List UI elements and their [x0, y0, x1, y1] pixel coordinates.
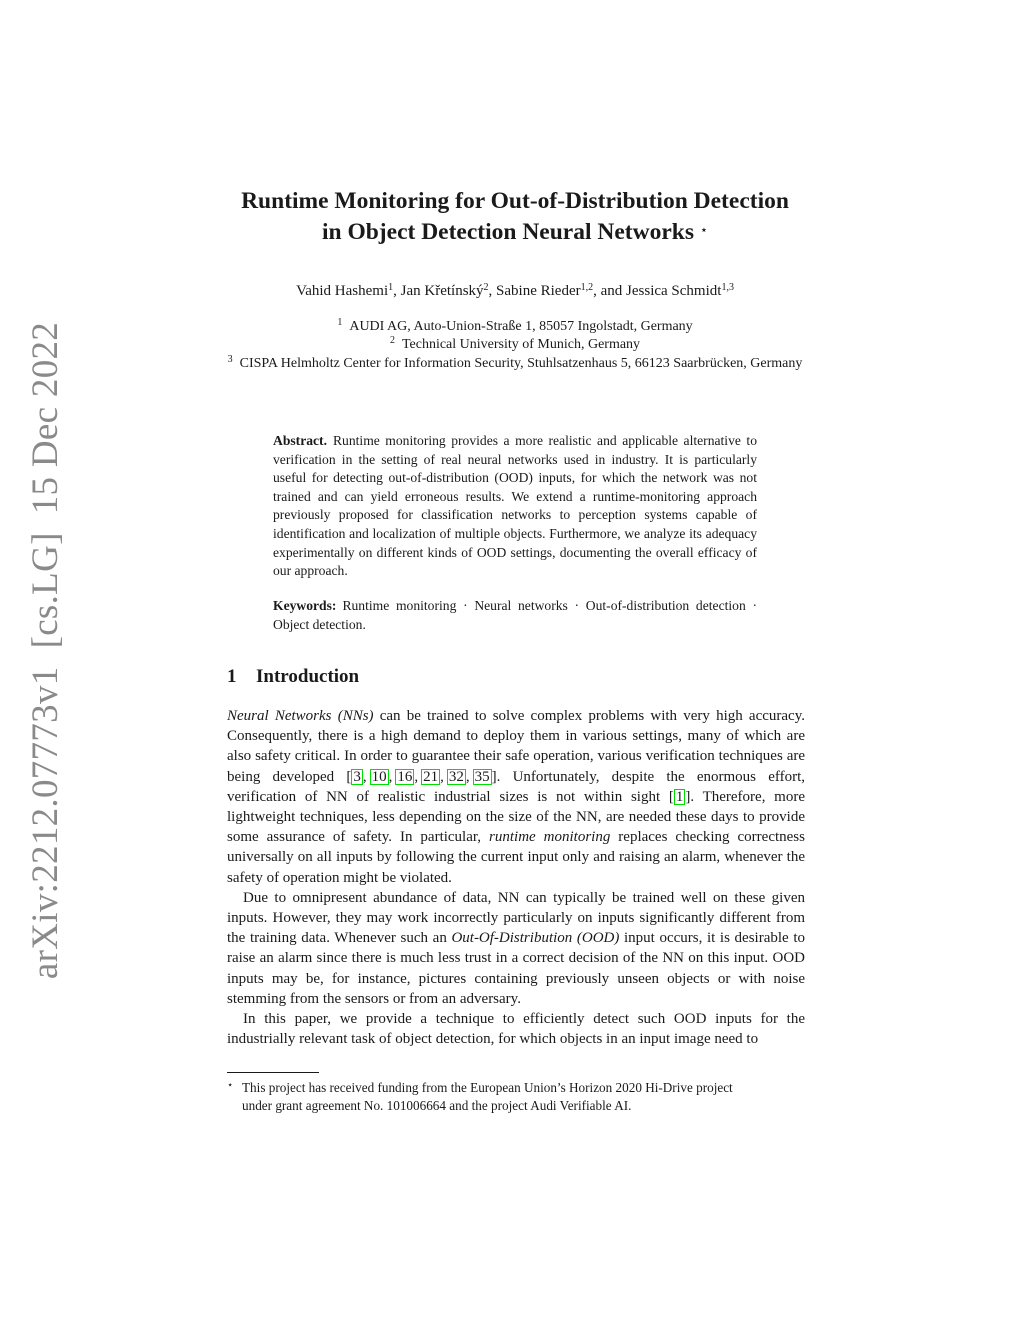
- citation-link[interactable]: 21: [423, 768, 439, 785]
- arxiv-id: arXiv:2212.07773v1: [25, 665, 67, 979]
- footnote-mark: ⋆: [227, 1080, 234, 1091]
- author-list: [150, 283, 880, 300]
- citation-link[interactable]: 35: [474, 768, 490, 785]
- author: Vahid Hashemi$^1$,: [296, 282, 401, 299]
- abstract-text: Runtime monitoring provides a more realistic and applicable alternative to verification in the setting of real neural networks used in industry. It is particularly useful for detecting out-of-distribution (OOD) inputs, for which the network was not trained and can yield erroneous results. We extend a runtime-monitoring approach previously proposed for classification networks to perception systems capable of identification and localization of multiple objects. Furthermore, we analyze its adequacy experimentally on different kinds of OOD settings, documenting the overall efficacy of our approach.: [273, 433, 757, 579]
- affiliations: [200, 318, 830, 373]
- citation-link[interactable]: 3: [353, 768, 361, 785]
- affiliation: $^2$ Technical University of Munich, Germany: [389, 335, 641, 353]
- arxiv-sidebar-stamp: [20, 321, 72, 979]
- keywords-text: Runtime monitoring · Neural networks · Out-of-distribution detection · Object detection.: [273, 598, 757, 632]
- citation-link[interactable]: 10: [371, 768, 387, 785]
- arxiv-date: 15 Dec 2022: [25, 321, 67, 514]
- footnote: ⋆ This project has received funding from the European Union’s Horizon 2020 Hi-Drive project under grant agreement No. 101006664 and the project Audi Verifiable AI.: [227, 1077, 805, 1116]
- paragraph: Neural Networks (NNs) can be trained to solve complex problems with very high accuracy. Consequently, there is a high demand to deploy them in various settings, many of which are also safety critical. In order to guarantee their safe operation, various verification techniques are being developed [ 3 , 10 , 16 , 21 , 32 , 35 ]. Unfortunately, despite the enormous effort, verification of NN of realistic industrial sizes is not within sight [ 1 ]. Therefore, more lightweight techniques, less depending on the size of the NN, are needed these days to provide some assurance of safety. In particular, runtime monitoring replaces checking correctness universally on all inputs by following the current input only and raising an alarm, whenever the safety of operation might be violated.: [227, 708, 805, 886]
- paper-title: [150, 186, 880, 248]
- abstract: [273, 432, 757, 581]
- affiliation: $^3$ CISPA Helmholtz Center for Information Security, Stuhlsatzenhaus 5, 66123 Saarbrücken, Germany: [227, 353, 803, 371]
- keywords: [273, 597, 757, 634]
- affiliation: $^1$ AUDI AG, Auto-Union-Straße 1, 85057 Ingolstadt, Germany: [337, 317, 693, 334]
- paragraph: Due to omnipresent abundance of data, NN can typically be trained well on these given inputs. However, they may work incorrectly particularly on inputs significantly different from the training data. Whenever such an Out-Of-Distribution (OOD) input occurs, it is desirable to raise an alarm since there is much less trust in a correct decision of the NN on this input. OOD inputs may be, for instance, pictures containing previously unseen objects or with noise stemming from the sensors or from an adversary.: [227, 889, 805, 1007]
- citation-link[interactable]: 32: [448, 768, 464, 785]
- author: Jessica Schmidt$^{1,3}$: [626, 282, 734, 299]
- title-line-2: in Object Detection Neural Networks: [321, 219, 694, 245]
- title-line-1: Runtime Monitoring for Out-of-Distribution Detection: [241, 188, 789, 214]
- author: Jan Křetínský$^2$,: [400, 282, 497, 299]
- author: Sabine Rieder$^{1,2}$, and: [496, 282, 627, 299]
- citation-link[interactable]: 16: [397, 768, 413, 785]
- section-title: Introduction: [256, 666, 360, 687]
- keywords-label: Keywords:: [273, 598, 337, 613]
- footnote-rule: [227, 1072, 319, 1073]
- section-heading: [227, 666, 359, 688]
- arxiv-category: [cs.LG]: [25, 531, 67, 648]
- abstract-label: Abstract.: [273, 433, 327, 448]
- introduction-body: [227, 706, 805, 1049]
- title-footnote-mark: ⋆: [699, 222, 708, 237]
- section-number: 1: [227, 666, 237, 687]
- citation-link[interactable]: 1: [675, 788, 684, 805]
- paragraph: In this paper, we provide a technique to efficiently detect such OOD inputs for the industrially relevant task of object detection, for which objects in an input image need to: [227, 1011, 805, 1048]
